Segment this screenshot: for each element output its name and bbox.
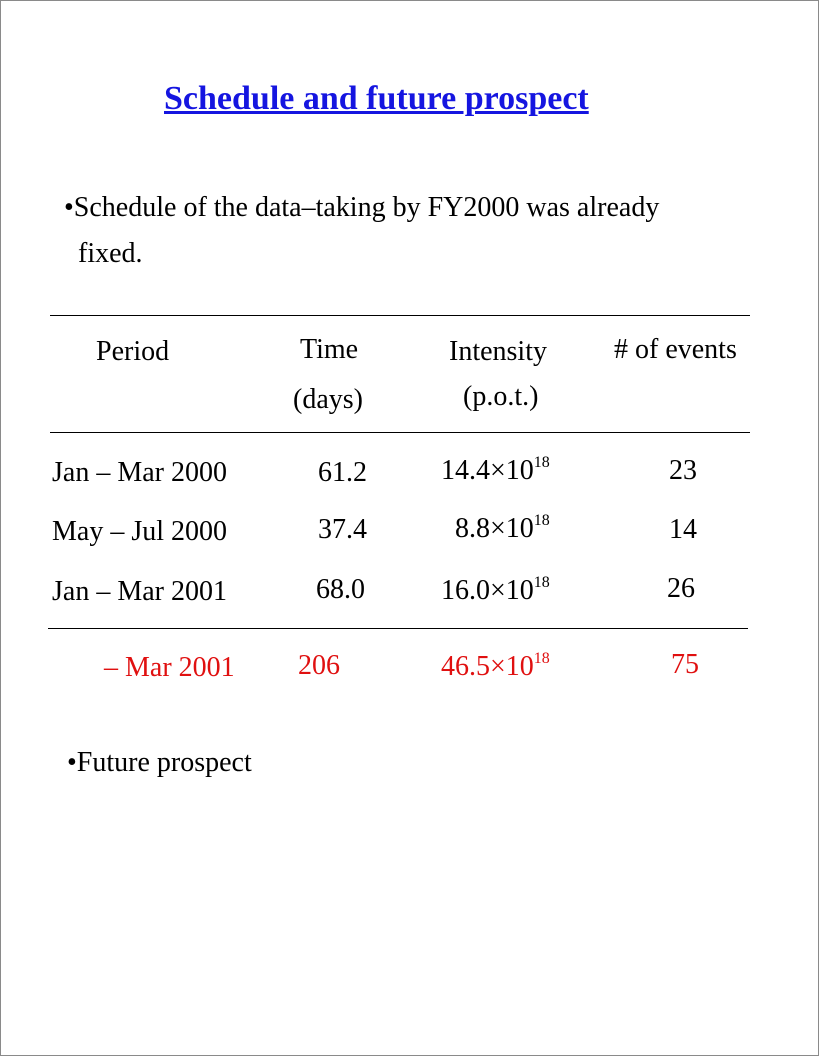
table-header-rule: [50, 432, 750, 433]
row-3-period: Jan – Mar 2001: [52, 576, 227, 607]
row-3-events: 26: [667, 573, 695, 604]
header-events: # of events: [614, 334, 737, 365]
row-3-time: 68.0: [316, 574, 365, 605]
bullet-schedule-line2: fixed.: [78, 238, 143, 269]
total-time: 206: [298, 650, 340, 681]
page-title: Schedule and future prospect: [164, 80, 589, 117]
header-intensity-unit: (p.o.t.): [463, 381, 539, 412]
header-period: Period: [96, 336, 170, 367]
row-1-time: 61.2: [318, 457, 367, 488]
row-1-intensity: $14.4\times 10^{18}$: [441, 454, 550, 486]
bullet-future-prospect: •Future prospect: [67, 747, 252, 778]
total-events: 75: [671, 649, 699, 680]
table-total-rule: [48, 628, 748, 629]
header-intensity: Intensity: [449, 336, 547, 367]
bullet-schedule-line1: •Schedule of the data–taking by FY2000 was already: [64, 192, 660, 223]
total-intensity: $46.5\times 10^{18}$: [441, 650, 550, 682]
row-1-period: Jan – Mar 2000: [52, 457, 227, 488]
row-2-time: 37.4: [318, 514, 367, 545]
row-1-events: 23: [669, 455, 697, 486]
header-time: Time: [300, 334, 359, 365]
table-top-rule: [50, 315, 750, 316]
header-time-unit: (days): [293, 384, 363, 415]
row-2-period: May – Jul 2000: [52, 516, 227, 547]
row-2-intensity: $8.8\times 10^{18}$: [455, 512, 550, 544]
bullet-schedule: [64, 185, 659, 277]
row-3-intensity: $16.0\times 10^{18}$: [441, 574, 550, 606]
total-period: – Mar 2001: [104, 652, 235, 683]
row-2-events: 14: [669, 514, 697, 545]
